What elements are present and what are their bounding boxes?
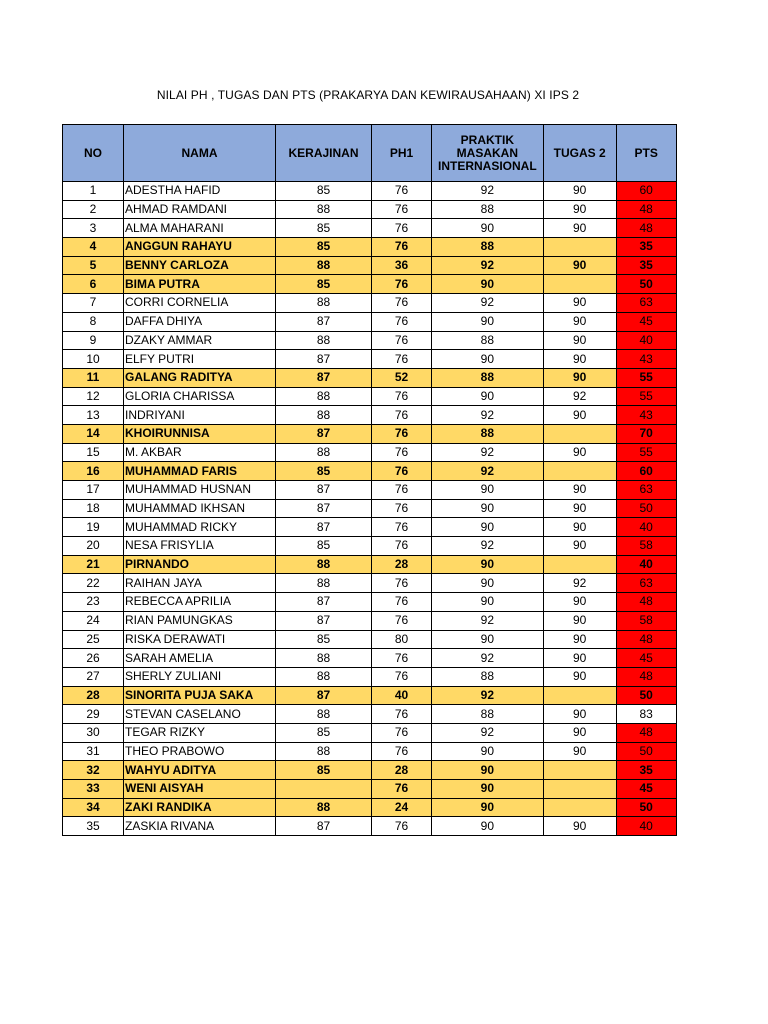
cell-praktik: 90: [432, 499, 544, 518]
cell-kerajinan: 87: [276, 611, 372, 630]
cell-nama: GALANG RADITYA: [124, 368, 276, 387]
cell-no: 17: [63, 481, 124, 500]
cell-kerajinan: 85: [276, 537, 372, 556]
col-header-no: NO: [63, 125, 124, 182]
cell-praktik: 92: [432, 443, 544, 462]
cell-no: 18: [63, 499, 124, 518]
cell-pts: 35: [616, 256, 676, 275]
table-row: [63, 312, 677, 331]
cell-tugas2: 90: [543, 406, 616, 425]
cell-nama: ZAKI RANDIKA: [124, 798, 276, 817]
cell-nama: ALMA MAHARANI: [124, 219, 276, 238]
cell-pts: 50: [616, 275, 676, 294]
cell-pts: 40: [616, 817, 676, 836]
table-row: [63, 331, 677, 350]
table-row: [63, 780, 677, 799]
cell-nama: SINORITA PUJA SAKA: [124, 686, 276, 705]
cell-no: 25: [63, 630, 124, 649]
cell-no: 24: [63, 611, 124, 630]
cell-pts: 45: [616, 780, 676, 799]
cell-nama: THEO PRABOWO: [124, 742, 276, 761]
cell-tugas2: 90: [543, 368, 616, 387]
cell-tugas2: 90: [543, 256, 616, 275]
cell-nama: MUHAMMAD IKHSAN: [124, 499, 276, 518]
cell-ph1: 52: [372, 368, 432, 387]
cell-praktik: 88: [432, 667, 544, 686]
table-row: [63, 219, 677, 238]
cell-praktik: 88: [432, 424, 544, 443]
cell-no: 6: [63, 275, 124, 294]
cell-kerajinan: 85: [276, 723, 372, 742]
cell-pts: 40: [616, 518, 676, 537]
cell-tugas2: [543, 462, 616, 481]
table-row: [63, 387, 677, 406]
table-row: [63, 275, 677, 294]
table-row: [63, 518, 677, 537]
cell-no: 16: [63, 462, 124, 481]
cell-ph1: 76: [372, 705, 432, 724]
cell-praktik: 92: [432, 294, 544, 313]
table-row: [63, 705, 677, 724]
cell-pts: 48: [616, 723, 676, 742]
cell-praktik: 92: [432, 686, 544, 705]
col-header-ph1: PH1: [372, 125, 432, 182]
cell-ph1: 76: [372, 275, 432, 294]
col-header-kerajinan: KERAJINAN: [276, 125, 372, 182]
cell-praktik: 90: [432, 312, 544, 331]
table-row: [63, 537, 677, 556]
cell-ph1: 76: [372, 443, 432, 462]
table-row: [63, 667, 677, 686]
table-row: [63, 368, 677, 387]
cell-ph1: 76: [372, 649, 432, 668]
table-row: [63, 761, 677, 780]
cell-tugas2: [543, 424, 616, 443]
cell-praktik: 92: [432, 462, 544, 481]
cell-no: 15: [63, 443, 124, 462]
cell-no: 5: [63, 256, 124, 275]
cell-nama: WENI AISYAH: [124, 780, 276, 799]
cell-ph1: 76: [372, 182, 432, 201]
table-row: [63, 723, 677, 742]
cell-praktik: 92: [432, 537, 544, 556]
cell-nama: NESA FRISYLIA: [124, 537, 276, 556]
cell-kerajinan: 85: [276, 462, 372, 481]
cell-nama: WAHYU ADITYA: [124, 761, 276, 780]
cell-tugas2: 90: [543, 649, 616, 668]
cell-kerajinan: 87: [276, 424, 372, 443]
cell-nama: SHERLY ZULIANI: [124, 667, 276, 686]
cell-ph1: 76: [372, 817, 432, 836]
table-row: [63, 611, 677, 630]
cell-no: 3: [63, 219, 124, 238]
cell-praktik: 88: [432, 331, 544, 350]
cell-kerajinan: 88: [276, 200, 372, 219]
cell-ph1: 76: [372, 387, 432, 406]
cell-no: 21: [63, 555, 124, 574]
table-row: [63, 350, 677, 369]
cell-kerajinan: 88: [276, 574, 372, 593]
cell-ph1: 76: [372, 667, 432, 686]
cell-tugas2: 90: [543, 817, 616, 836]
table-row: [63, 443, 677, 462]
cell-ph1: 76: [372, 574, 432, 593]
cell-tugas2: 90: [543, 518, 616, 537]
cell-kerajinan: [276, 780, 372, 799]
cell-praktik: 92: [432, 182, 544, 201]
cell-kerajinan: 85: [276, 219, 372, 238]
cell-kerajinan: 88: [276, 649, 372, 668]
cell-no: 28: [63, 686, 124, 705]
cell-pts: 48: [616, 219, 676, 238]
cell-tugas2: 92: [543, 574, 616, 593]
cell-ph1: 80: [372, 630, 432, 649]
cell-nama: BENNY CARLOZA: [124, 256, 276, 275]
cell-tugas2: 90: [543, 443, 616, 462]
cell-tugas2: 90: [543, 331, 616, 350]
cell-praktik: 90: [432, 518, 544, 537]
cell-no: 35: [63, 817, 124, 836]
cell-ph1: 76: [372, 219, 432, 238]
cell-nama: INDRIYANI: [124, 406, 276, 425]
table-row: [63, 200, 677, 219]
cell-no: 31: [63, 742, 124, 761]
table-body: [63, 182, 677, 836]
col-header-nama: NAMA: [124, 125, 276, 182]
cell-no: 8: [63, 312, 124, 331]
cell-tugas2: 90: [543, 481, 616, 500]
cell-nama: DZAKY AMMAR: [124, 331, 276, 350]
cell-kerajinan: 88: [276, 742, 372, 761]
cell-praktik: 92: [432, 406, 544, 425]
cell-kerajinan: 88: [276, 387, 372, 406]
cell-ph1: 76: [372, 518, 432, 537]
cell-nama: STEVAN CASELANO: [124, 705, 276, 724]
cell-ph1: 40: [372, 686, 432, 705]
cell-kerajinan: 88: [276, 798, 372, 817]
cell-pts: 48: [616, 593, 676, 612]
cell-no: 1: [63, 182, 124, 201]
cell-nama: AHMAD RAMDANI: [124, 200, 276, 219]
cell-pts: 45: [616, 649, 676, 668]
cell-praktik: 90: [432, 555, 544, 574]
cell-pts: 63: [616, 481, 676, 500]
cell-ph1: 36: [372, 256, 432, 275]
cell-ph1: 76: [372, 424, 432, 443]
cell-ph1: 76: [372, 294, 432, 313]
table-row: [63, 294, 677, 313]
cell-ph1: 76: [372, 331, 432, 350]
cell-no: 29: [63, 705, 124, 724]
cell-tugas2: [543, 780, 616, 799]
cell-praktik: 90: [432, 817, 544, 836]
cell-nama: SARAH AMELIA: [124, 649, 276, 668]
cell-pts: 45: [616, 312, 676, 331]
cell-no: 23: [63, 593, 124, 612]
col-header-tugas2: TUGAS 2: [543, 125, 616, 182]
table-row: [63, 593, 677, 612]
cell-pts: 40: [616, 555, 676, 574]
cell-kerajinan: 85: [276, 275, 372, 294]
cell-tugas2: 90: [543, 593, 616, 612]
cell-praktik: 90: [432, 780, 544, 799]
cell-nama: RIAN PAMUNGKAS: [124, 611, 276, 630]
cell-praktik: 90: [432, 593, 544, 612]
cell-tugas2: 90: [543, 537, 616, 556]
cell-tugas2: [543, 798, 616, 817]
header-row: [63, 125, 677, 182]
table-row: [63, 499, 677, 518]
cell-ph1: 76: [372, 350, 432, 369]
cell-kerajinan: 88: [276, 406, 372, 425]
cell-pts: 35: [616, 238, 676, 257]
cell-tugas2: 90: [543, 294, 616, 313]
page-title: NILAI PH , TUGAS DAN PTS (PRAKARYA DAN KEWIRAUSAHAAN) XI IPS 2: [156, 88, 580, 102]
table-row: [63, 555, 677, 574]
cell-tugas2: [543, 686, 616, 705]
cell-kerajinan: 88: [276, 256, 372, 275]
cell-praktik: 90: [432, 481, 544, 500]
table-row: [63, 238, 677, 257]
cell-tugas2: 90: [543, 312, 616, 331]
cell-praktik: 92: [432, 611, 544, 630]
cell-no: 30: [63, 723, 124, 742]
cell-praktik: 90: [432, 387, 544, 406]
cell-nama: M. AKBAR: [124, 443, 276, 462]
cell-praktik: 92: [432, 649, 544, 668]
cell-pts: 58: [616, 537, 676, 556]
cell-pts: 43: [616, 406, 676, 425]
cell-no: 22: [63, 574, 124, 593]
cell-ph1: 76: [372, 312, 432, 331]
cell-ph1: 76: [372, 200, 432, 219]
table-row: [63, 256, 677, 275]
cell-praktik: 90: [432, 350, 544, 369]
cell-nama: PIRNANDO: [124, 555, 276, 574]
table-row: [63, 742, 677, 761]
table-row: [63, 182, 677, 201]
cell-no: 12: [63, 387, 124, 406]
cell-kerajinan: 88: [276, 705, 372, 724]
cell-ph1: 76: [372, 406, 432, 425]
cell-pts: 63: [616, 294, 676, 313]
cell-kerajinan: 85: [276, 761, 372, 780]
cell-praktik: 90: [432, 574, 544, 593]
cell-pts: 70: [616, 424, 676, 443]
cell-tugas2: [543, 238, 616, 257]
cell-kerajinan: 87: [276, 518, 372, 537]
cell-nama: RISKA DERAWATI: [124, 630, 276, 649]
cell-no: 20: [63, 537, 124, 556]
cell-nama: ZASKIA RIVANA: [124, 817, 276, 836]
cell-nama: REBECCA APRILIA: [124, 593, 276, 612]
cell-praktik: 90: [432, 798, 544, 817]
cell-tugas2: 90: [543, 350, 616, 369]
cell-nama: DAFFA DHIYA: [124, 312, 276, 331]
cell-nama: GLORIA CHARISSA: [124, 387, 276, 406]
table-row: [63, 462, 677, 481]
table-row: [63, 649, 677, 668]
table-row: [63, 406, 677, 425]
cell-tugas2: 90: [543, 182, 616, 201]
cell-tugas2: 90: [543, 219, 616, 238]
cell-praktik: 90: [432, 219, 544, 238]
cell-ph1: 76: [372, 780, 432, 799]
col-header-praktik: PRAKTIK MASAKAN INTERNASIONAL: [432, 125, 544, 182]
cell-no: 13: [63, 406, 124, 425]
cell-praktik: 90: [432, 275, 544, 294]
cell-nama: ELFY PUTRI: [124, 350, 276, 369]
cell-nama: KHOIRUNNISA: [124, 424, 276, 443]
cell-tugas2: 92: [543, 387, 616, 406]
table-row: [63, 630, 677, 649]
cell-praktik: 90: [432, 630, 544, 649]
cell-pts: 48: [616, 200, 676, 219]
cell-no: 19: [63, 518, 124, 537]
cell-pts: 50: [616, 798, 676, 817]
cell-kerajinan: 87: [276, 686, 372, 705]
col-header-pts: PTS: [616, 125, 676, 182]
cell-kerajinan: 87: [276, 499, 372, 518]
cell-kerajinan: 85: [276, 630, 372, 649]
cell-nama: CORRI CORNELIA: [124, 294, 276, 313]
cell-pts: 58: [616, 611, 676, 630]
cell-praktik: 88: [432, 705, 544, 724]
cell-praktik: 88: [432, 368, 544, 387]
cell-pts: 63: [616, 574, 676, 593]
cell-tugas2: 90: [543, 630, 616, 649]
cell-kerajinan: 88: [276, 555, 372, 574]
cell-praktik: 88: [432, 238, 544, 257]
cell-tugas2: [543, 555, 616, 574]
cell-ph1: 76: [372, 723, 432, 742]
cell-tugas2: 90: [543, 742, 616, 761]
cell-nama: MUHAMMAD HUSNAN: [124, 481, 276, 500]
cell-tugas2: 90: [543, 200, 616, 219]
cell-ph1: 76: [372, 238, 432, 257]
cell-tugas2: 90: [543, 611, 616, 630]
cell-kerajinan: 87: [276, 350, 372, 369]
table-row: [63, 424, 677, 443]
cell-ph1: 76: [372, 593, 432, 612]
table-row: [63, 817, 677, 836]
cell-pts: 50: [616, 686, 676, 705]
cell-ph1: 76: [372, 742, 432, 761]
cell-no: 14: [63, 424, 124, 443]
cell-kerajinan: 88: [276, 667, 372, 686]
cell-tugas2: [543, 761, 616, 780]
cell-kerajinan: 87: [276, 368, 372, 387]
cell-ph1: 28: [372, 555, 432, 574]
cell-pts: 40: [616, 331, 676, 350]
cell-nama: MUHAMMAD RICKY: [124, 518, 276, 537]
cell-kerajinan: 87: [276, 312, 372, 331]
cell-pts: 60: [616, 462, 676, 481]
table-row: [63, 798, 677, 817]
grades-table: [62, 124, 677, 836]
cell-praktik: 92: [432, 723, 544, 742]
cell-nama: BIMA PUTRA: [124, 275, 276, 294]
cell-praktik: 90: [432, 761, 544, 780]
cell-kerajinan: 87: [276, 481, 372, 500]
cell-nama: ADESTHA HAFID: [124, 182, 276, 201]
cell-tugas2: [543, 275, 616, 294]
cell-ph1: 76: [372, 481, 432, 500]
cell-pts: 83: [616, 705, 676, 724]
cell-no: 11: [63, 368, 124, 387]
cell-ph1: 76: [372, 611, 432, 630]
cell-pts: 50: [616, 499, 676, 518]
cell-kerajinan: 87: [276, 817, 372, 836]
cell-no: 9: [63, 331, 124, 350]
cell-tugas2: 90: [543, 499, 616, 518]
cell-no: 32: [63, 761, 124, 780]
cell-nama: MUHAMMAD FARIS: [124, 462, 276, 481]
table-row: [63, 686, 677, 705]
cell-praktik: 90: [432, 742, 544, 761]
cell-pts: 50: [616, 742, 676, 761]
cell-ph1: 28: [372, 761, 432, 780]
cell-praktik: 92: [432, 256, 544, 275]
cell-no: 27: [63, 667, 124, 686]
cell-kerajinan: 88: [276, 443, 372, 462]
cell-no: 2: [63, 200, 124, 219]
cell-pts: 43: [616, 350, 676, 369]
cell-pts: 55: [616, 387, 676, 406]
cell-pts: 48: [616, 667, 676, 686]
cell-ph1: 24: [372, 798, 432, 817]
table-row: [63, 481, 677, 500]
cell-pts: 60: [616, 182, 676, 201]
cell-no: 7: [63, 294, 124, 313]
cell-tugas2: 90: [543, 705, 616, 724]
cell-kerajinan: 87: [276, 593, 372, 612]
cell-nama: TEGAR RIZKY: [124, 723, 276, 742]
cell-no: 34: [63, 798, 124, 817]
cell-praktik: 88: [432, 200, 544, 219]
cell-kerajinan: 85: [276, 238, 372, 257]
cell-nama: RAIHAN JAYA: [124, 574, 276, 593]
cell-tugas2: 90: [543, 667, 616, 686]
cell-ph1: 76: [372, 537, 432, 556]
cell-kerajinan: 85: [276, 182, 372, 201]
cell-ph1: 76: [372, 462, 432, 481]
cell-ph1: 76: [372, 499, 432, 518]
cell-pts: 55: [616, 443, 676, 462]
cell-tugas2: 90: [543, 723, 616, 742]
cell-no: 33: [63, 780, 124, 799]
cell-no: 4: [63, 238, 124, 257]
cell-no: 10: [63, 350, 124, 369]
cell-pts: 35: [616, 761, 676, 780]
cell-nama: ANGGUN RAHAYU: [124, 238, 276, 257]
cell-pts: 48: [616, 630, 676, 649]
cell-kerajinan: 88: [276, 331, 372, 350]
table-row: [63, 574, 677, 593]
cell-no: 26: [63, 649, 124, 668]
cell-kerajinan: 88: [276, 294, 372, 313]
cell-pts: 55: [616, 368, 676, 387]
